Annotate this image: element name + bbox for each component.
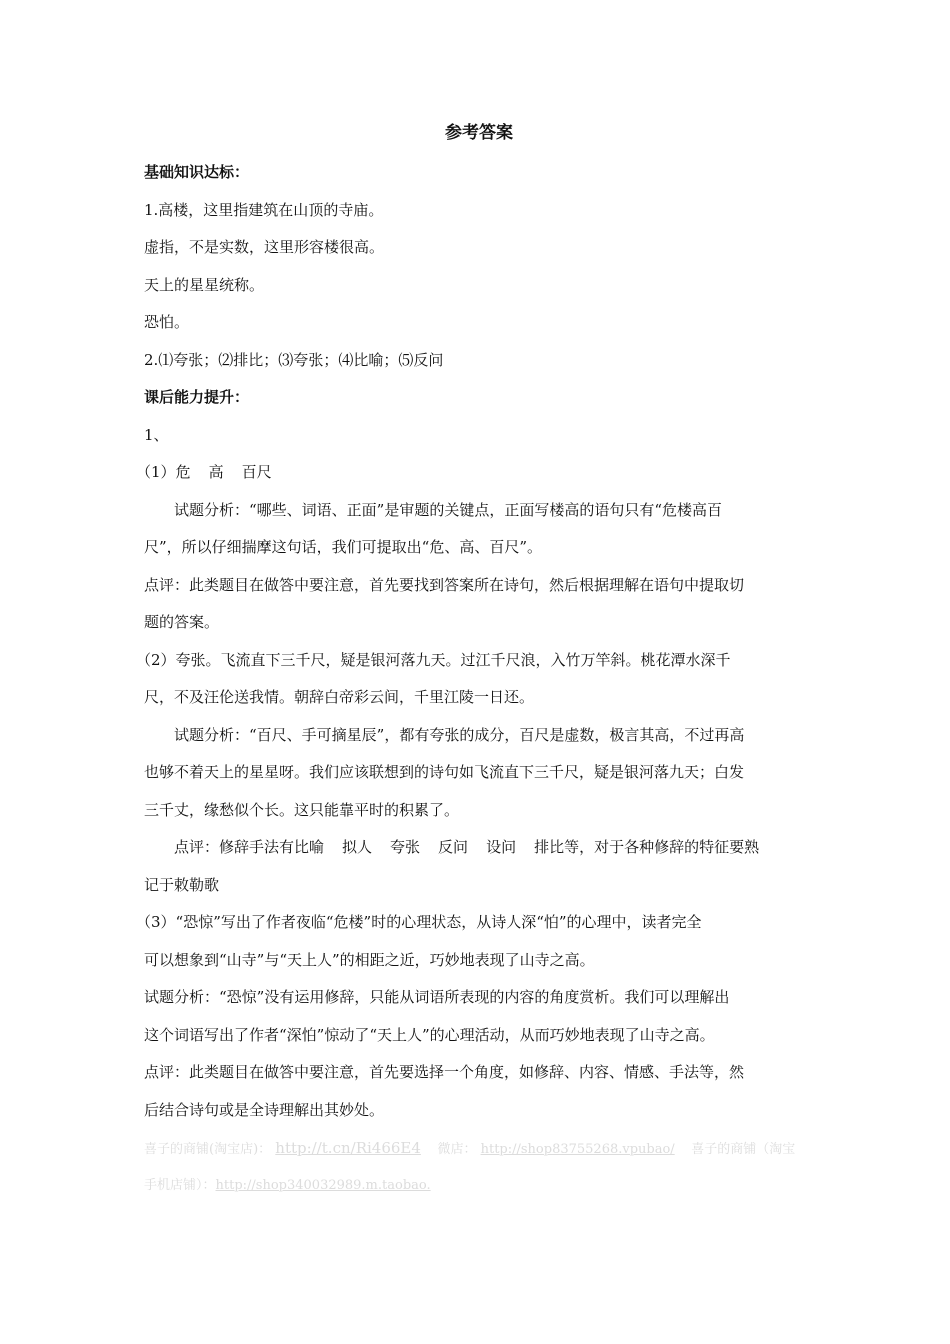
answer-3-line-1: （3）“恐惊”写出了作者夜临“危楼”时的心理状态，从诗人深“怕”的心理中，读者完全 [136, 913, 702, 931]
rhetoric-item: 夸张 [390, 838, 421, 856]
shop-link[interactable]: http://t.cn/Ri466E4 [275, 1139, 421, 1157]
answer-1-words [136, 454, 814, 492]
rhetoric-item: 排比等，对于各种修辞的特征要熟 [534, 838, 760, 856]
footer-line-2 [144, 1168, 844, 1204]
rhetoric-item: 拟人 [342, 838, 373, 856]
mobile-shop-link[interactable]: http://shop340032989.m.taobao. [215, 1178, 431, 1193]
weidian-label: 微店： [437, 1142, 477, 1157]
section-heading-basic: 基础知识达标： [144, 163, 250, 181]
answer-word: 百尺 [241, 463, 272, 481]
answer-word: 高 [208, 463, 224, 481]
answer-2-line-2: 尺，不及汪伦送我情。朝辞白帝彩云间，千里江陵一日还。 [144, 688, 535, 706]
comment-2-line-2: 记于敕勒歌 [144, 875, 220, 894]
footer-line-1 [144, 1130, 844, 1168]
rhetoric-item: 设问 [486, 838, 517, 856]
analysis-2-line-3: 三千丈，缘愁似个长。这只能靠平时的积累了。 [144, 800, 460, 819]
answer-3-line-2: 可以想象到“山寺”与“天上人”的相距之近，巧妙地表现了山寺之高。 [144, 950, 595, 969]
answer-content [136, 118, 814, 1129]
basic-line-3: 天上的星星统称。 [144, 275, 265, 294]
watermark-footer [144, 1130, 844, 1204]
mobile-shop-label: 喜子的商铺（淘宝 [691, 1142, 796, 1157]
answer-1-label: （1） [136, 463, 176, 481]
basic-line-1: 1.高楼，这里指建筑在山顶的寺庙。 [144, 200, 384, 219]
shop-label: 喜子的商铺(淘宝店)： [144, 1142, 272, 1157]
comment-2-line-1 [144, 829, 814, 867]
basic-line-2: 虚指，不是实数，这里形容楼很高。 [144, 238, 385, 256]
section-heading-advanced: 课后能力提升： [144, 388, 250, 406]
analysis-3-line-1: 试题分析：“恐惊”没有运用修辞，只能从词语所表现的内容的角度赏析。我们可以理解出 [144, 988, 730, 1006]
analysis-1-line-1: 试题分析：“哪些、词语、正面”是审题的关键点，正面写楼高的语句只有“危楼高百 [174, 500, 723, 519]
answer-word: 危 [175, 463, 191, 481]
analysis-2-line-2: 也够不着天上的星星呀。我们应该联想到的诗句如飞流直下三千尺，疑是银河落九天；白发 [144, 763, 745, 781]
comment-2-prefix: 点评：修辞手法有比喻 [174, 838, 325, 856]
comment-3-line-2: 后结合诗句或是全诗理解出其妙处。 [144, 1100, 385, 1119]
analysis-3-line-2: 这个词语写出了作者“深怕”惊动了“天上人”的心理活动，从而巧妙地表现了山寺之高。 [144, 1025, 715, 1044]
comment-1-line-2: 题的答案。 [144, 613, 220, 631]
basic-line-5: 2.⑴夸张；⑵排比；⑶夸张；⑷比喻；⑸反问 [144, 350, 444, 369]
rhetoric-item: 反问 [438, 838, 469, 856]
analysis-2-line-1: 试题分析：“百尺、手可摘星辰”，都有夸张的成分，百尺是虚数，极言其高，不过再高 [174, 725, 745, 744]
answer-2-line-1: （2）夸张。飞流直下三千尺，疑是银河落九天。过江千尺浪，入竹万竿斜。桃花潭水深千 [136, 650, 731, 669]
weidian-link[interactable]: http://shop83755268.vpubao/ [480, 1142, 675, 1157]
analysis-1-line-2: 尺”，所以仔细揣摩这句话，我们可提取出“危、高、百尺”。 [144, 538, 543, 556]
page-title: 参考答案 [445, 123, 513, 143]
question-number: 1、 [144, 425, 169, 444]
comment-3-line-1: 点评：此类题目在做答中要注意，首先要选择一个角度，如修辞、内容、情感、手法等，然 [144, 1063, 745, 1081]
mobile-shop-label-2: 手机店铺）： [144, 1178, 216, 1193]
comment-1-line-1: 点评：此类题目在做答中要注意，首先要找到答案所在诗句，然后根据理解在语句中提取切 [144, 575, 745, 594]
basic-line-4: 恐怕。 [144, 313, 190, 331]
